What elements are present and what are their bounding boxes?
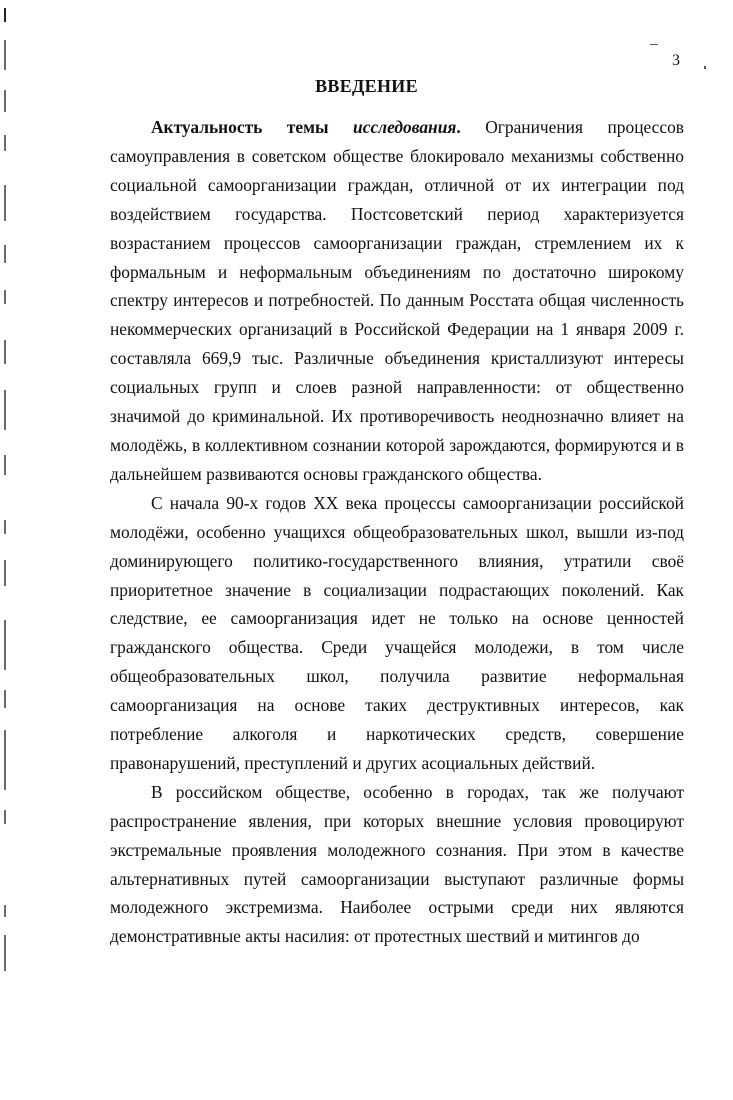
page-number: 3 xyxy=(672,52,680,69)
scan-speck xyxy=(704,66,706,69)
scan-mark xyxy=(4,40,6,70)
scan-mark xyxy=(4,290,6,304)
scan-mark xyxy=(4,520,6,534)
paragraph: С начала 90-х годов XX века процессы самоорганизации российской молодёжи, особенно учащихся общеобразовательных школ, вышли из-под доминирующего политико-государственного влияния, утратили своё приоритетное значение в социализации подрастающих поколений. Как следствие, ее самоорганизация идет не только на основе ценностей гражданского общества. Среди учащейся молодежи, в том числе общеобразовательных школ, получила развитие неформальная самоорганизация на основе таких деструктивных интересов, как потребление алкоголя и наркотических средств, совершение правонарушений, преступлений и других асоциальных действий. xyxy=(110,492,684,773)
paragraph-intro xyxy=(110,113,684,489)
scan-mark xyxy=(4,340,6,364)
paragraph: В российском обществе, особенно в городах, так же получают распространение явления, при которых внешние условия провоцируют экстремальные проявления молодежного сознания. При этом в качестве альтернативных путей самоорганизации выступают различные формы молодежного экстремизма. Наиболее острыми среди них являются демонстративные акты насилия: от протестных шествий и митингов до xyxy=(110,781,684,947)
scan-mark xyxy=(4,135,6,151)
page-title: ВВЕДЕНИЕ xyxy=(315,76,418,96)
lead-punct: . xyxy=(456,117,461,137)
scan-mark xyxy=(4,690,6,708)
scan-mark xyxy=(4,455,6,475)
scan-mark xyxy=(4,620,6,670)
intro-text: Ограничения процессов самоуправления в советском обществе блокировало механизмы собственно социальной самоорганизации граждан, отличной от их интеграции под воздействием государства. Постсоветский период характеризуется возрастанием процессов самоорганизации граждан, стремлением их к формальным и неформальным объединениям по достаточно широкому спектру интересов и потребностей. По данным Росстата общая численность некоммерческих организаций в Российской Федерации на 1 января 2009 г. составляла 669,9 тыс. Различные объединения кристаллизуют интересы социальных групп и слоев разной направленности: от общественно значимой до криминальной. Их противоречивость неоднозначно влияет на молодёжь, в коллективном сознании которой зарождаются, формируются и в дальнейшем развиваются основы гражданского общества. xyxy=(110,117,684,484)
scan-mark xyxy=(4,390,6,430)
scan-mark xyxy=(4,730,6,790)
document-body xyxy=(110,113,684,951)
scan-mark xyxy=(4,185,6,221)
scan-mark xyxy=(4,905,6,917)
scan-mark xyxy=(4,935,6,971)
scan-speck xyxy=(650,44,658,45)
scan-mark xyxy=(4,560,6,586)
scan-mark xyxy=(4,810,6,824)
lead-italic-text: исследования xyxy=(353,117,457,137)
lead-bold-text: Актуальность темы xyxy=(151,117,329,137)
lead-phrase xyxy=(151,117,461,137)
scan-mark xyxy=(4,8,6,22)
scan-margin-artifacts xyxy=(0,0,14,1100)
scan-mark xyxy=(4,245,6,263)
